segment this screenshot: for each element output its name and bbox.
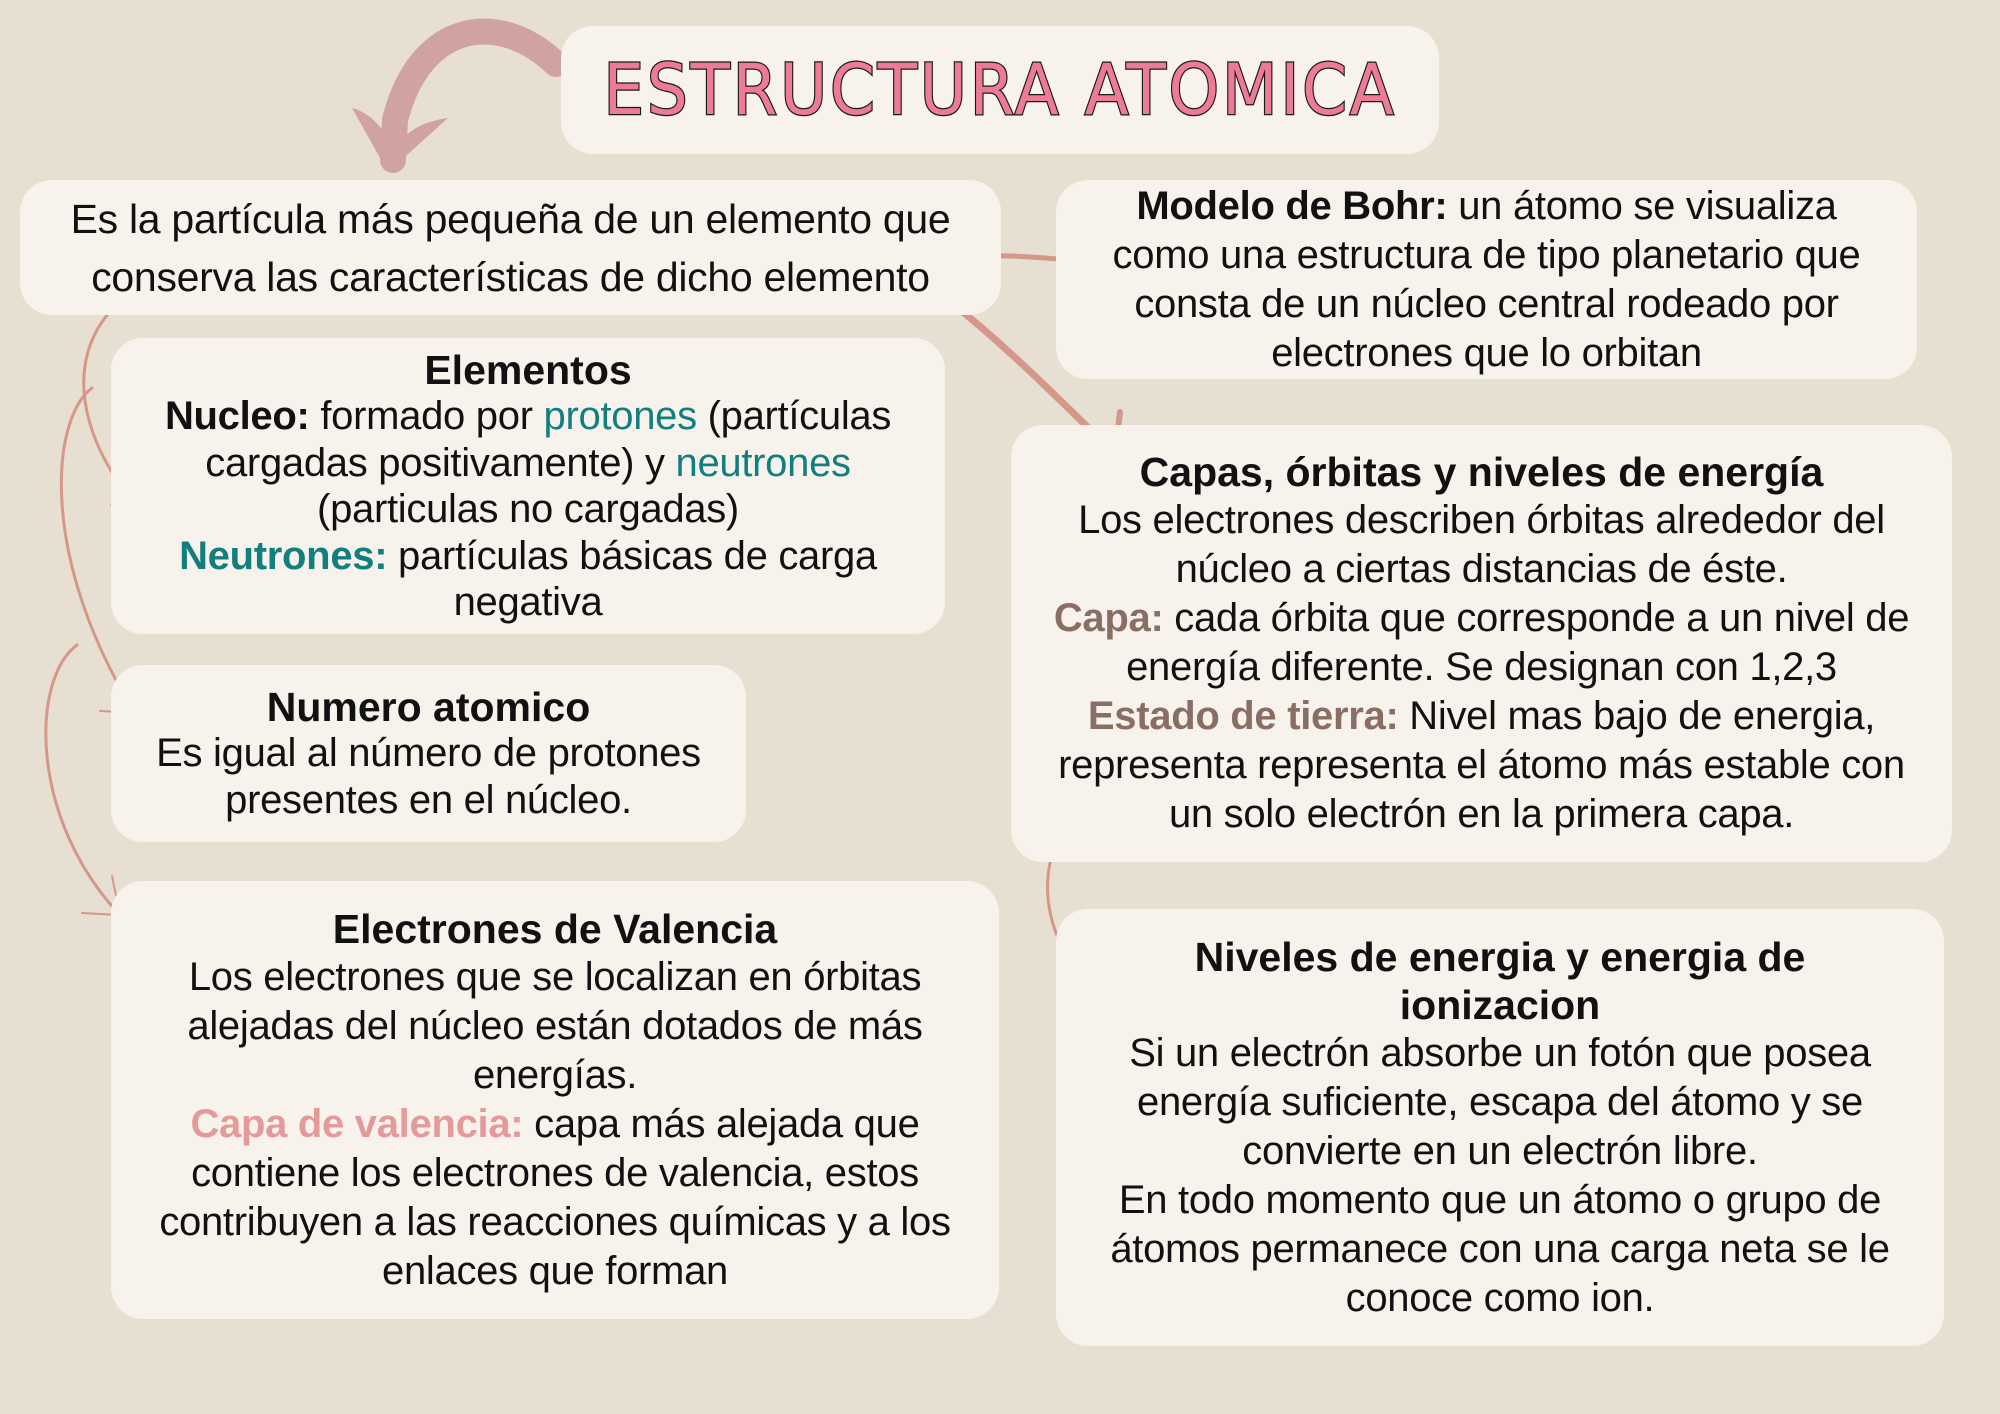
- elementos-heading: Elementos: [424, 346, 632, 393]
- bohr-text-1: un átomo se visualiza: [1447, 183, 1837, 228]
- capas-text: Los electrones describen órbitas alrededor del núcleo a ciertas distancias de éste.: [1078, 498, 1885, 591]
- nucleo-text-1: formado por: [309, 394, 544, 438]
- page-title: ESTRUCTURA ATOMICA: [603, 49, 1397, 131]
- protones-term: protones: [543, 394, 697, 438]
- intro-line-2: conserva las características de dicho elemento: [91, 253, 930, 300]
- capa-valencia-label: Capa de valencia:: [190, 1101, 524, 1146]
- estado-tierra-label: Estado de tierra:: [1087, 694, 1399, 738]
- nucleo-text: [131, 393, 925, 533]
- capas-box: [1011, 425, 1952, 862]
- niveles-box: [1056, 909, 1944, 1346]
- capa-label: Capa:: [1053, 596, 1164, 640]
- neutrones-label: Neutrones:: [179, 533, 388, 578]
- nucleo-text-3: (particulas no cargadas): [317, 487, 739, 531]
- capa-valencia-text: [131, 1100, 979, 1296]
- nucleo-text-2: (partículas cargadas positivamente) y: [205, 394, 892, 485]
- intro-box: [20, 180, 1001, 315]
- valencia-heading: Electrones de Valencia: [332, 905, 778, 952]
- valencia-text: Los electrones que se localizan en órbitas alejadas del núcleo están dotados de más energías.: [187, 954, 923, 1097]
- capas-heading: Capas, órbitas y niveles de energía: [1139, 449, 1824, 495]
- niveles-text-2: En todo momento que un átomo o grupo de átomos permanece con una carga neta se le conoce como ion.: [1110, 1177, 1890, 1320]
- nucleo-label: Nucleo:: [164, 394, 310, 438]
- niveles-text-1: Si un electrón absorbe un fotón que posea energía suficiente, escapa del átomo y se convierte en un electrón libre.: [1129, 1030, 1871, 1173]
- big-curved-arrow-icon: [352, 32, 556, 172]
- niveles-heading: Niveles de energia y energia de ionizacion: [1194, 933, 1806, 1028]
- intro-line-1: Es la partícula más pequeña de un elemento que: [70, 195, 951, 242]
- estado-tierra-desc: Nivel mas bajo de energia, representa representa el átomo más estable con un solo electrón en la primera capa.: [1058, 694, 1905, 836]
- capa-valencia-desc: capa más alejada que contiene los electrones de valencia, estos contribuyen a las reacciones químicas y a los enlaces que forman: [159, 1101, 951, 1293]
- valencia-box: [111, 881, 999, 1319]
- estado-tierra-text: [1031, 692, 1932, 839]
- bohr-text: [1086, 182, 1887, 378]
- bohr-text-rest: como una estructura de tipo planetario que consta de un núcleo central rodeado por electrones que lo orbitan: [1112, 232, 1861, 375]
- title-box: [561, 26, 1439, 154]
- elementos-box: [111, 338, 945, 634]
- neutrones-text: [131, 533, 925, 626]
- bohr-model-box: [1056, 180, 1917, 379]
- numero-atomico-heading: Numero atomico: [266, 683, 591, 730]
- capa-desc: cada órbita que corresponde a un nivel de energía diferente. Se designan con 1,2,3: [1126, 596, 1910, 689]
- numero-atomico-box: [111, 665, 746, 842]
- capa-text: [1031, 594, 1932, 692]
- neutrones-desc: partículas básicas de carga negativa: [387, 533, 877, 624]
- numero-atomico-text: Es igual al número de protones presentes en el núcleo.: [156, 731, 701, 822]
- neutrones-term: neutrones: [675, 440, 851, 485]
- bohr-label: Modelo de Bohr:: [1136, 183, 1448, 228]
